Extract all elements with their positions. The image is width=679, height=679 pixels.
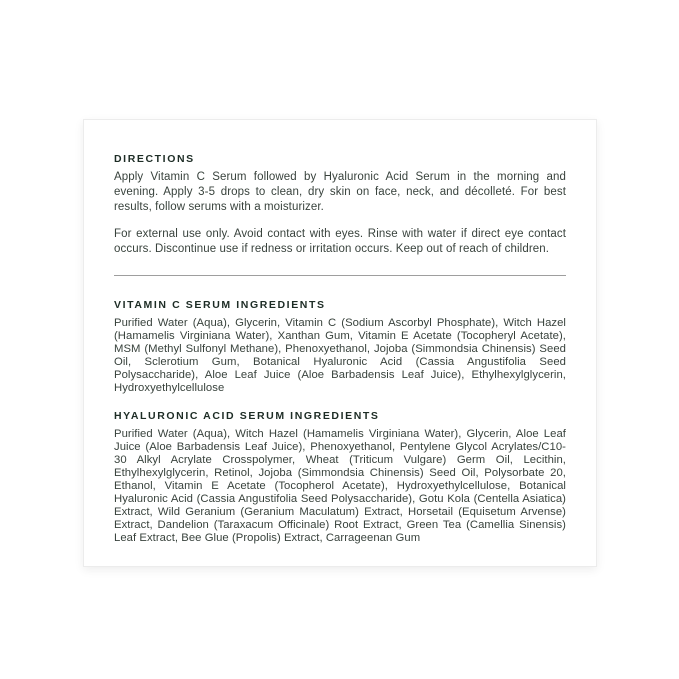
directions-heading: DIRECTIONS — [114, 153, 195, 165]
hyaluronic-acid-ingredients-text: Purified Water (Aqua), Witch Hazel (Hamamelis Virginiana Water), Glycerin, Aloe Leaf Juice (Aloe Barbadensis Leaf Juice), Phenoxyethanol, Pentylene Glycol Acrylates/C10-30 Alkyl Acrylate Crosspolymer, Wheat (Triticum Vulgare) Germ Oil, Lecithin, Ethylhexylglycerin, Retinol, Jojoba (Simmondsia Chinensis) Seed Oil, Polysorbate 20, Ethanol, Vitamin E Acetate (Tocopherol Acetate), Hydroxyethylcellulose, Botanical Hyaluronic Acid (Cassia Angustifolia Seed Polysaccharide), Gotu Kola (Centella Asiatica) Extract, Wild Geranium (Geranium Maculatum) Extract, Horsetail (Equisetum Arvense) Extract, Dandelion (Taraxacum Officinale) Root Extract, Green Tea (Camellia Sinensis) Leaf Extract, Bee Glue (Propolis) Extract, Carrageenan Gum — [114, 428, 566, 544]
vitamin-c-ingredients-heading: VITAMIN C SERUM INGREDIENTS — [114, 299, 326, 311]
directions-warning-text: For external use only. Avoid contact with eyes. Rinse with water if direct eye contact occurs. Discontinue use if redness or irritation occurs. Keep out of reach of children. — [114, 228, 566, 255]
label-card — [83, 119, 597, 567]
directions-usage-text: Apply Vitamin C Serum followed by Hyaluronic Acid Serum in the morning and evening. Apply 3-5 drops to clean, dry skin on face, neck, and décolleté. For best results, follow serums with a moisturizer. — [114, 171, 566, 213]
vitamin-c-ingredients-text: Purified Water (Aqua), Glycerin, Vitamin C (Sodium Ascorbyl Phosphate), Witch Hazel (Hamamelis Virginiana Water), Xanthan Gum, Vitamin E Acetate (Tocopheryl Acetate), MSM (Methyl Sulfonyl Methane), Phenoxyethanol, Jojoba (Simmondsia Chinensis) Seed Oil, Sclerotium Gum, Botanical Hyaluronic Acid (Cassia Angustifolia Seed Polysaccharide), Aloe Leaf Juice (Aloe Barbadensis Leaf Juice), Ethylhexylglycerin, Hydroxyethylcellulose — [114, 317, 566, 394]
section-divider — [114, 275, 566, 276]
hyaluronic-acid-ingredients-heading: HYALURONIC ACID SERUM INGREDIENTS — [114, 410, 380, 423]
